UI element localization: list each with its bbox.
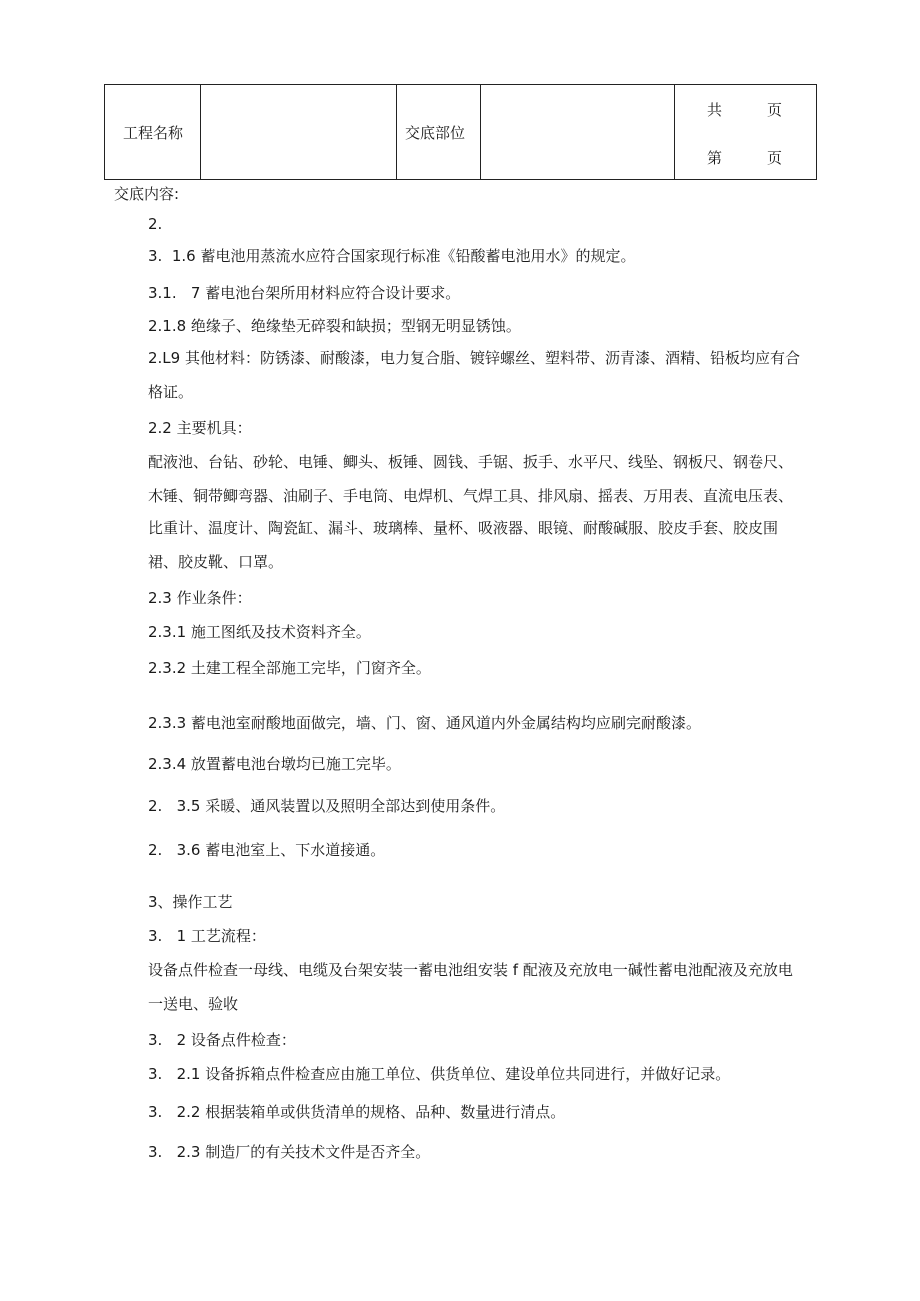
content-line: 3. 2.1 设备拆箱点件检查应由施工单位、供货单位、建设单位共同进行，并做好记录。 <box>148 1065 731 1083</box>
location-value <box>481 85 675 180</box>
current-page-unit: 页 <box>767 149 783 167</box>
content-line: 2.1.8 绝缘子、绝缘垫无碎裂和缺损；型钢无明显锈蚀。 <box>148 317 521 335</box>
content-line: 3. 2 设备点件检查： <box>148 1031 296 1049</box>
total-label: 共 <box>707 101 723 119</box>
content-line: 2.L9 其他材料：防锈漆、耐酸漆，电力复合脂、镀锌螺丝、塑料带、沥青漆、酒精、铅板均应有合 <box>148 349 800 367</box>
header-table <box>104 84 817 180</box>
content-line: 3.1. 7 蓄电池台架所用材料应符合设计要求。 <box>148 284 461 302</box>
content-line: 3. 2.3 制造厂的有关技术文件是否齐全。 <box>148 1143 431 1161</box>
content-line: 2. 3.6 蓄电池室上、下水道接通。 <box>148 841 386 859</box>
page-count-cell <box>675 85 817 180</box>
content-line: 一送电、验收 <box>148 995 239 1013</box>
content-line: 设备点件检查一母线、电缆及台架安装一蓄电池组安装 f 配液及充放电一碱性蓄电池配液及充放电 <box>148 961 793 979</box>
content-line: 2.3.4 放置蓄电池台墩均已施工完毕。 <box>148 755 401 773</box>
total-page-unit: 页 <box>767 101 783 119</box>
content-line: 配液池、台钻、砂轮、电锤、鲫头、板锤、圆钱、手锯、扳手、水平尺、线坠、钢板尺、钢卷尺、 <box>148 453 794 471</box>
content-intro: 交底内容: <box>114 185 180 203</box>
content-line: 2. 3.5 采暖、通风装置以及照明全部达到使用条件。 <box>148 797 506 815</box>
current-page-line <box>675 147 816 167</box>
content-line: 2.3.1 施工图纸及技术资料齐全。 <box>148 623 371 641</box>
content-line: 2.2 主要机具： <box>148 419 252 437</box>
content-line: 裙、胶皮靴、口罩。 <box>148 553 284 571</box>
project-name-value <box>201 85 397 180</box>
content-line: 格证。 <box>148 383 194 401</box>
project-name-label: 工程名称 <box>105 85 201 180</box>
current-label: 第 <box>707 149 723 167</box>
total-pages-line <box>675 99 816 119</box>
content-line: 3、操作工艺 <box>148 893 233 911</box>
content-line: 2. <box>148 215 163 233</box>
content-line: 木锤、铜带鲫弯器、油刷子、手电筒、电焊机、气焊工具、排风扇、摇表、万用表、直流电压表、 <box>148 487 794 505</box>
content-line: 2.3.3 蓄电池室耐酸地面做完，墙、门、窗、通风道内外金属结构均应刷完耐酸漆。 <box>148 714 701 732</box>
content-line: 3. 2.2 根据装箱单或供货清单的规格、品种、数量进行清点。 <box>148 1103 566 1121</box>
content-line: 3. 1.6 蓄电池用蒸流水应符合国家现行标准《铅酸蓄电池用水》的规定。 <box>148 247 636 265</box>
location-label: 交底部位 <box>397 85 481 180</box>
content-line: 2.3.2 土建工程全部施工完毕，门窗齐全。 <box>148 659 431 677</box>
content-line: 2.3 作业条件： <box>148 589 252 607</box>
content-line: 比重计、温度计、陶瓷缸、漏斗、玻璃棒、量杯、吸液器、眼镜、耐酸碱服、胶皮手套、胶皮围 <box>148 519 779 537</box>
content-line: 3. 1 工艺流程： <box>148 927 266 945</box>
